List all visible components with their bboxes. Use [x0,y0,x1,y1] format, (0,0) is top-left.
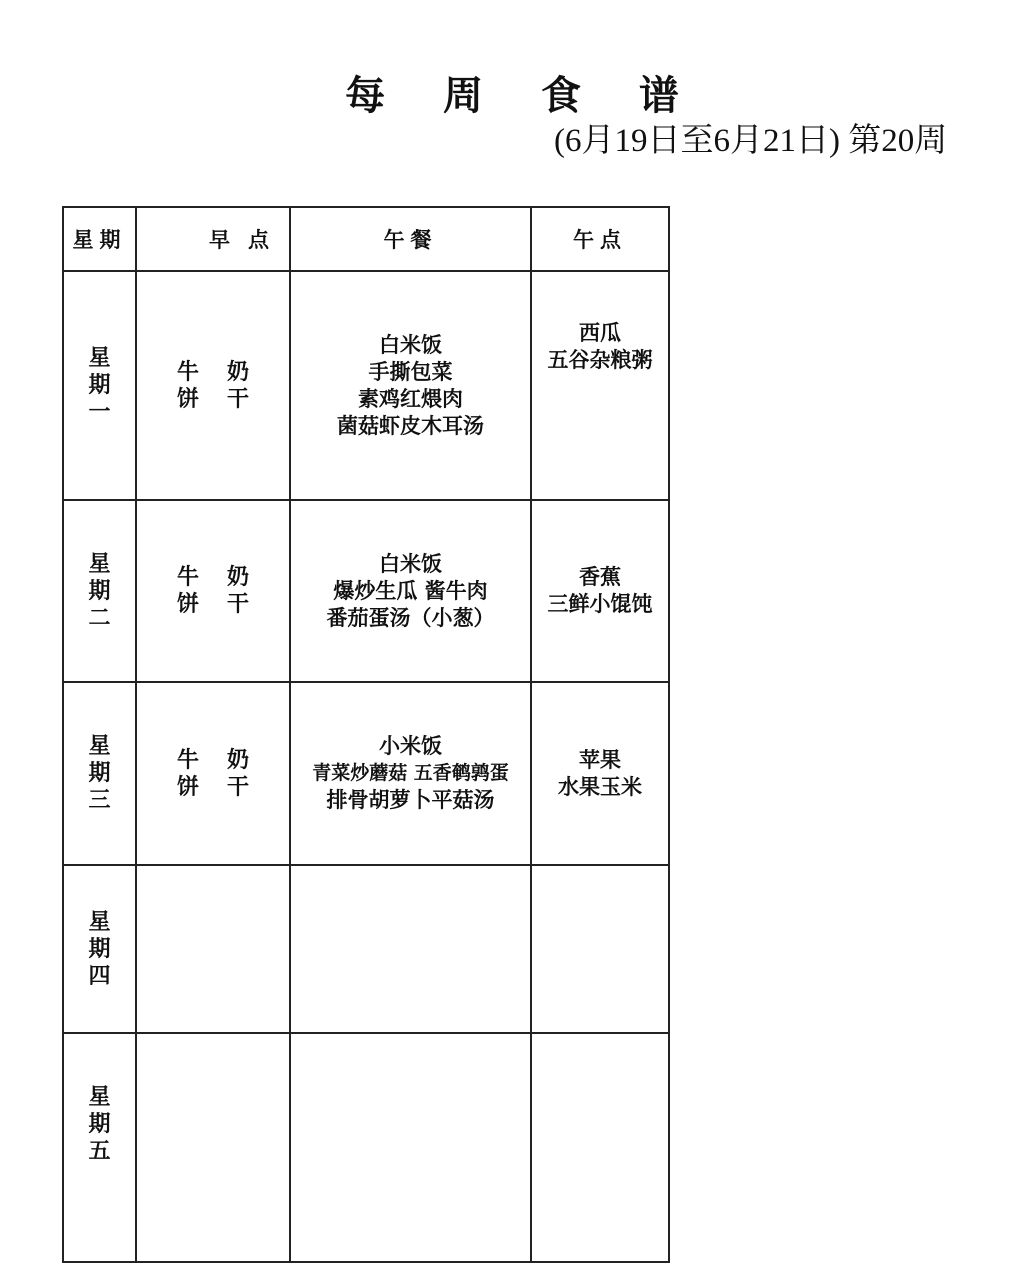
afternoon-cell [531,500,669,682]
afternoon-item: 苹果 [579,747,621,772]
afternoon-cell [531,1033,669,1262]
day-cell: 星 期 四 [63,865,136,1033]
table-row-tuesday [63,500,669,682]
breakfast-item: 饼 干 [176,774,250,800]
day-cell: 星 期 二 [63,500,136,682]
header-day: 星期 [63,207,136,271]
page-title: 每 周 食 谱 [345,73,701,119]
lunch-item: 菌菇虾皮木耳汤 [337,413,484,438]
table-row-monday [63,271,669,500]
breakfast-item: 牛 奶 [176,565,250,590]
lunch-item: 青菜炒蘑菇 五香鹌鹑蛋 [312,762,509,784]
header-lunch: 午餐 [290,207,531,271]
breakfast-cell [136,682,290,865]
breakfast-cell [136,271,290,500]
weekly-menu-table [62,206,670,1263]
date-range-subtitle: (6月19日至6月21日) 第20周 [554,123,948,159]
breakfast-cell [136,865,290,1033]
breakfast-item: 牛 奶 [176,359,250,385]
lunch-item: 番茄蛋汤（小葱） [326,605,495,630]
lunch-cell [290,271,531,500]
table-row-friday [63,1033,669,1262]
lunch-item: 白米饭 [379,551,442,576]
lunch-item: 白米饭 [379,332,442,357]
header-breakfast: 早点 [136,207,290,271]
breakfast-cell [136,1033,290,1262]
lunch-item: 素鸡红煨肉 [358,386,463,411]
breakfast-item: 饼 干 [176,592,250,617]
afternoon-item: 香蕉 [579,565,621,589]
breakfast-cell [136,500,290,682]
lunch-item: 爆炒生瓜 酱牛肉 [333,578,488,603]
lunch-cell [290,682,531,865]
breakfast-item: 牛 奶 [176,747,250,773]
header-row [63,207,669,271]
table-row-wednesday [63,682,669,865]
lunch-item: 手撕包菜 [368,359,453,384]
lunch-item: 排骨胡萝卜平菇汤 [326,788,495,812]
day-cell: 星 期 一 [63,271,136,500]
afternoon-item: 水果玉米 [558,774,642,799]
afternoon-item: 西瓜 [579,321,621,345]
breakfast-item: 饼 干 [176,386,250,412]
lunch-cell [290,1033,531,1262]
table-row-thursday [63,865,669,1033]
afternoon-cell [531,865,669,1033]
lunch-cell [290,500,531,682]
header-afternoon: 午点 [531,207,669,271]
lunch-cell [290,865,531,1033]
afternoon-cell [531,271,669,500]
afternoon-item: 五谷杂粮粥 [547,348,653,372]
day-cell: 星 期 三 [63,682,136,865]
afternoon-cell [531,682,669,865]
afternoon-item: 三鲜小馄饨 [547,592,653,616]
lunch-item: 小米饭 [379,734,442,758]
day-cell: 星 期 五 [63,1033,136,1262]
